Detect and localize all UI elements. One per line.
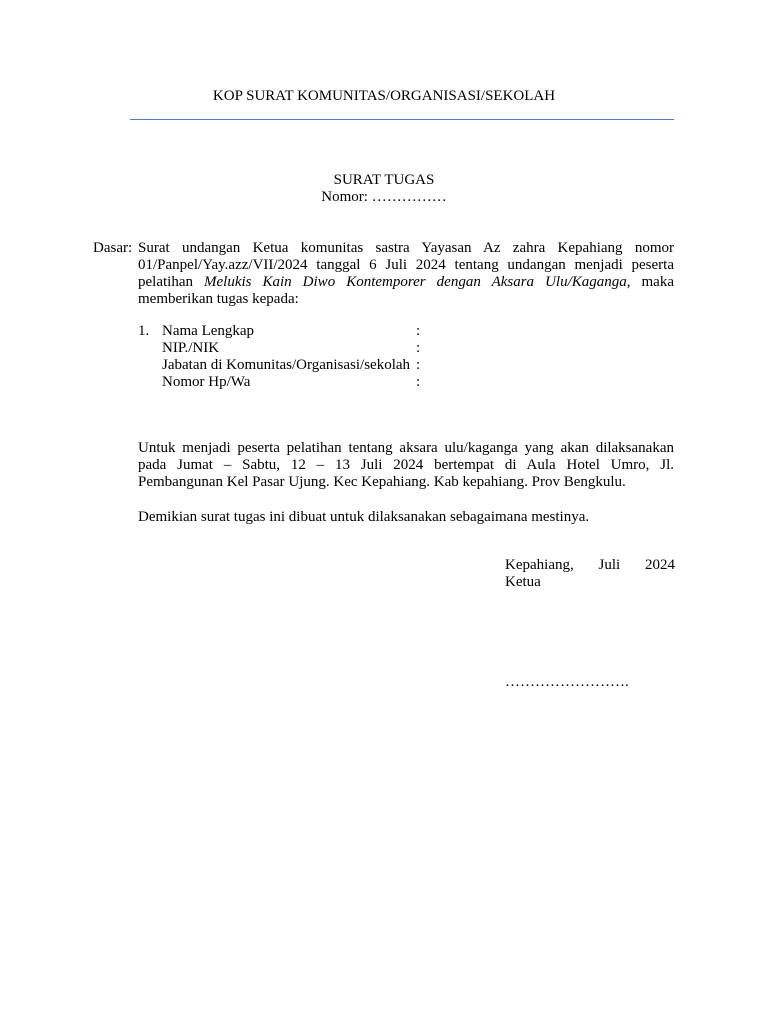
signature-month: Juli <box>598 557 621 573</box>
field-colon-phone: : <box>416 374 421 390</box>
field-label-name: Nama Lengkap <box>162 323 255 339</box>
letterhead-divider <box>130 119 674 120</box>
dasar-label: Dasar: <box>93 240 133 256</box>
dasar-line-4: memberikan tugas kepada: <box>138 291 299 307</box>
field-colon-position: : <box>416 357 421 373</box>
signature-name-placeholder: ……………………. <box>505 674 629 690</box>
dasar-line-1: Surat undangan Ketua komunitas sastra Yayasan Az zahra Kepahiang nomor <box>138 240 674 256</box>
letterhead-title: KOP SURAT KOMUNITAS/ORGANISASI/SEKOLAH <box>212 88 556 104</box>
signature-place: Kepahiang, <box>505 557 574 573</box>
field-colon-name: : <box>416 323 421 339</box>
field-label-phone: Nomor Hp/Wa <box>162 374 251 390</box>
dasar-line-2: 01/Panpel/Yay.azz/VII/2024 tanggal 6 Juli 2024 tentang undangan menjadi peserta <box>138 257 674 273</box>
training-title: Melukis Kain Diwo Kontemporer dengan Aksara Ulu/Kaganga <box>204 274 627 290</box>
body-paragraph-2: Demikian surat tugas ini dibuat untuk dilaksanakan sebagaimana mestinya. <box>138 509 590 525</box>
body-paragraph-1 <box>138 440 674 491</box>
body-p1-line-3: Pembangunan Kel Pasar Ujung. Kec Kepahiang. Kab kepahiang. Prov Bengkulu. <box>138 474 626 490</box>
dasar-line-3-pre: pelatihan <box>138 274 193 290</box>
signature-role: Ketua <box>505 574 541 590</box>
body-p1-line-1: Untuk menjadi peserta pelatihan tentang aksara ulu/kaganga yang akan dilaksanakan <box>138 440 674 456</box>
body-p1-line-2: pada Jumat – Sabtu, 12 – 13 Juli 2024 bertempat di Aula Hotel Umro, Jl. <box>138 457 674 473</box>
letter-title: SURAT TUGAS <box>333 172 435 188</box>
list-number: 1. <box>138 323 150 339</box>
field-colon-nip: : <box>416 340 421 356</box>
dasar-line-3-post: , maka <box>626 274 674 290</box>
field-label-position: Jabatan di Komunitas/Organisasi/sekolah <box>162 357 411 373</box>
dasar-line-3 <box>138 274 674 291</box>
letter-number: Nomor: …………… <box>321 189 447 205</box>
dasar-text <box>138 240 674 308</box>
signature-date <box>505 557 675 574</box>
signature-year: 2024 <box>644 557 675 573</box>
field-label-nip: NIP./NIK <box>162 340 220 356</box>
